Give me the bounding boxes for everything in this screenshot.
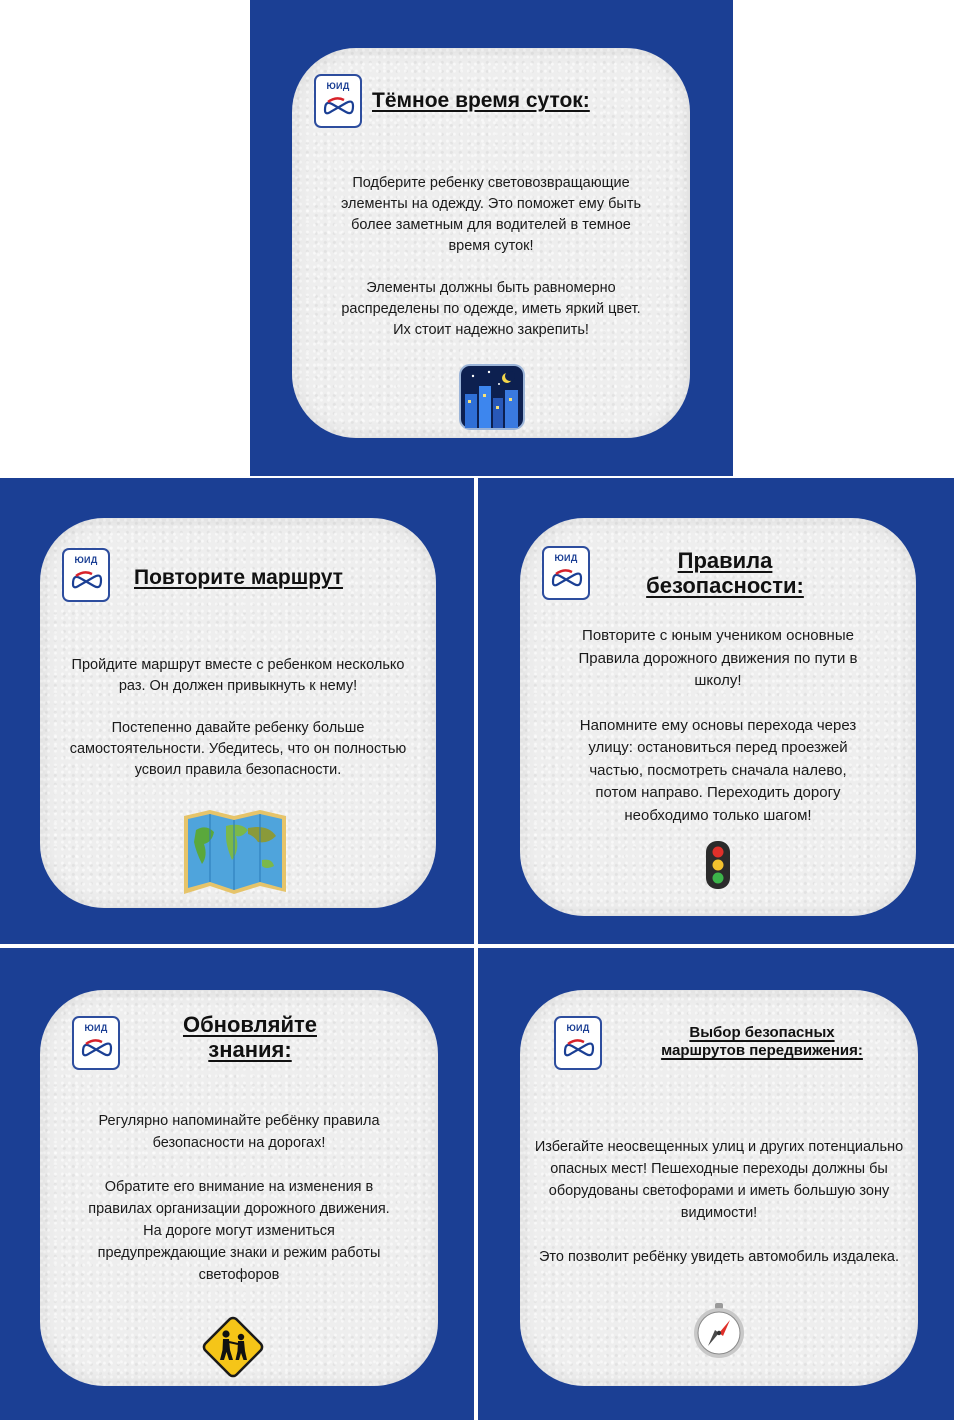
title-line: безопасности:: [646, 573, 804, 599]
paragraph: Повторите с юным учеником основные Правила дорожного движения по пути в школу!: [578, 627, 858, 689]
night-city-icon: [459, 364, 525, 430]
logo-text: ЮИД: [326, 81, 350, 91]
infinity-logo-icon: [80, 1036, 114, 1060]
paragraph: Обратите его внимание на изменения в правилах организации дорожного движения. На дороге могут измениться предупреждающие знаки и режим работы светофоров: [88, 1179, 390, 1283]
yuid-logo: [314, 74, 362, 128]
traffic-light-icon: [704, 840, 732, 890]
card-update-knowledge: [40, 990, 438, 1386]
title-line: маршрутов передвижения:: [661, 1042, 863, 1059]
card-body: [570, 625, 866, 827]
title-line: Выбор безопасных: [689, 1024, 835, 1041]
yuid-logo: [72, 1016, 120, 1070]
paragraph: Пройдите маршрут вместе с ребенком несколько раз. Он должен привыкнуть к нему!: [71, 657, 405, 694]
panel-dark-time: [250, 0, 733, 476]
card-title: [140, 1012, 360, 1063]
infinity-logo-icon: [322, 94, 356, 118]
yuid-logo: [62, 548, 110, 602]
card-title: Тёмное время суток:: [372, 89, 590, 112]
world-map-icon: [182, 808, 288, 896]
paragraph: Это позволит ребёнку увидеть автомобиль издалека.: [538, 1249, 900, 1265]
logo-text: ЮИД: [84, 1023, 108, 1033]
paragraph: Постепенно давайте ребенку больше самостоятельности. Убедитесь, что он полностью усвоил правила безопасности.: [69, 720, 407, 778]
card-body: [332, 173, 650, 341]
panel-safe-routes: [478, 948, 954, 1420]
panel-update-knowledge: [0, 948, 474, 1420]
infinity-logo-icon: [550, 566, 584, 590]
infinity-logo-icon: [70, 568, 104, 592]
paragraph: Подберите ребенку световозвращающие элементы на одежду. Это поможет ему быть более заметным для водителей в темное время суток!: [340, 175, 642, 254]
panel-repeat-route: [0, 478, 474, 944]
title-line: Обновляйте: [182, 1012, 317, 1037]
card-title: Повторите маршрут: [134, 566, 343, 589]
logo-text: ЮИД: [554, 553, 578, 563]
card-body: [78, 1110, 400, 1286]
card-dark-time: [292, 48, 690, 438]
title-line: знания:: [208, 1037, 292, 1063]
yuid-logo: [542, 546, 590, 600]
children-crossing-icon: [198, 1312, 268, 1382]
card-safe-routes: [520, 990, 918, 1386]
paragraph: Напомните ему основы перехода через улицу: остановиться перед проезжей частью, посмотреть сначала налево, потом направо. Переходить дорогу необходимо только шагом!: [579, 716, 857, 824]
logo-text: ЮИД: [74, 555, 98, 565]
card-safety-rules: [520, 518, 916, 916]
logo-text: ЮИД: [566, 1023, 590, 1033]
title-line: Правила: [677, 548, 773, 573]
compass-icon: [690, 1302, 748, 1360]
card-body: [524, 1136, 914, 1268]
card-title: [610, 548, 840, 599]
panel-safety-rules: [478, 478, 954, 944]
paragraph: Элементы должны быть равномерно распределены по одежде, иметь яркий цвет. Их стоит надежно закрепить!: [341, 280, 641, 338]
paragraph: Избегайте неосвещенных улиц и других потенциально опасных мест! Пешеходные переходы должны бы оборудованы светофорами и иметь большую зону видимости!: [534, 1139, 904, 1221]
infinity-logo-icon: [562, 1036, 596, 1060]
card-title: [622, 1024, 902, 1060]
card-repeat-route: [40, 518, 436, 908]
paragraph: Регулярно напоминайте ребёнку правила безопасности на дорогах!: [98, 1113, 380, 1151]
card-body: [60, 655, 416, 781]
yuid-logo: [554, 1016, 602, 1070]
